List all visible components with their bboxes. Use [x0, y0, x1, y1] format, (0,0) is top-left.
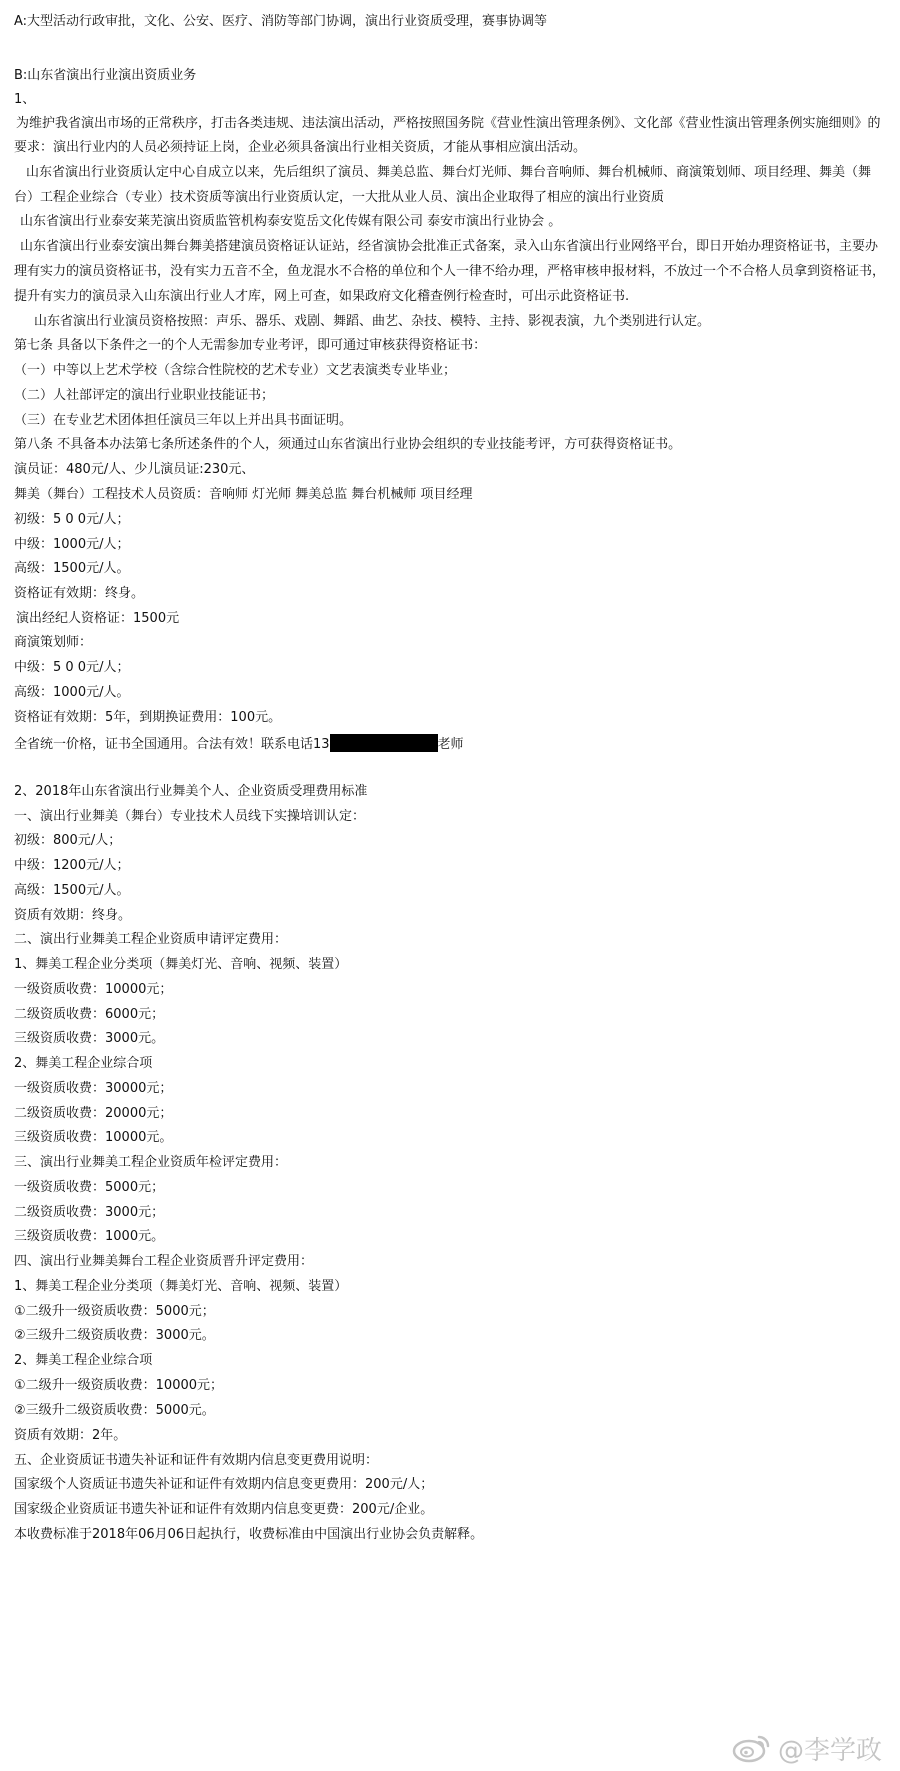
- contact-line: [14, 734, 464, 754]
- text-line: 资格证有效期：终身。: [14, 586, 145, 601]
- section-heading: B:山东省演出行业演出资质业务: [14, 68, 197, 83]
- text-line: ①二级升一级资质收费：5000元；: [14, 1304, 215, 1319]
- text-line: 二级资质收费：3000元；: [14, 1205, 165, 1220]
- text-line: （二）人社部评定的演出行业职业技能证书；: [14, 388, 275, 403]
- text-line: 五、企业资质证书遗失补证和证件有效期内信息变更费用说明：: [14, 1453, 379, 1468]
- text-line: ②三级升二级资质收费：5000元。: [14, 1403, 215, 1418]
- text-line: 1、舞美工程企业分类项（舞美灯光、音响、视频、装置）: [14, 957, 348, 972]
- text-line: 四、演出行业舞美舞台工程企业资质晋升评定费用：: [14, 1254, 314, 1269]
- text-line: 一级资质收费：30000元；: [14, 1081, 173, 1096]
- text-line: 国家级企业资质证书遗失补证和证件有效期内信息变更费：200元/企业。: [14, 1502, 434, 1517]
- text-line: 中级：1200元/人；: [14, 858, 130, 873]
- text-line: 山东省演出行业资质认定中心自成立以来，先后组织了演员、舞美总监、舞台灯光师、舞台音响师、舞台机械师、商演策划师、项目经理、舞美（舞: [26, 165, 872, 180]
- weibo-watermark: [732, 1731, 882, 1765]
- text-line: 三、演出行业舞美工程企业资质年检评定费用：: [14, 1155, 288, 1170]
- text-line: 初级：5 0 0元/人；: [14, 512, 130, 527]
- text-line: 三级资质收费：3000元。: [14, 1031, 165, 1046]
- text-line: 理有实力的演员资格证书，没有实力五音不全，鱼龙混水不合格的单位和个人一律不给办理，严格审核申报材料，不放过一个不合格人员拿到资格证书，: [14, 264, 886, 279]
- text-line: 一级资质收费：10000元；: [14, 982, 173, 997]
- text-line: 为维护我省演出市场的正常秩序，打击各类违规、违法演出活动，严格按照国务院《营业性演出管理条例》、文化部《营业性演出管理条例实施细则》的: [16, 116, 881, 131]
- text-line: A:大型活动行政审批，文化、公安、医疗、消防等部门协调，演出行业资质受理，赛事协调等: [14, 14, 548, 29]
- text-line: 初级：800元/人；: [14, 833, 122, 848]
- text-line: （一）中等以上艺术学校（含综合性院校的艺术专业）文艺表演类专业毕业；: [14, 363, 457, 378]
- text-line: 三级资质收费：10000元。: [14, 1130, 173, 1145]
- text-line: 山东省演出行业泰安莱芜演出资质监管机构泰安览岳文化传媒有限公司 泰安市演出行业协会 。: [20, 214, 562, 229]
- contact-suffix: 老师: [437, 737, 464, 752]
- text-line: 第七条 具备以下条件之一的个人无需参加专业考评，即可通过审核获得资格证书：: [14, 338, 487, 353]
- watermark-text: @李学政: [777, 1735, 882, 1766]
- section-heading: 2、2018年山东省演出行业舞美个人、企业资质受理费用标准: [14, 784, 368, 799]
- contact-text: 全省统一价格，证书全国通用。合法有效！联系电话13: [14, 737, 330, 752]
- text-line: 国家级个人资质证书遗失补证和证件有效期内信息变更费用：200元/人；: [14, 1477, 434, 1492]
- weibo-icon: [732, 1732, 772, 1764]
- text-line: 山东省演出行业演员资格按照：声乐、器乐、戏剧、舞蹈、曲艺、杂技、模特、主持、影视表演，九个类别进行认定。: [34, 314, 711, 329]
- text-line: 中级：1000元/人；: [14, 537, 130, 552]
- text-line: 1、舞美工程企业分类项（舞美灯光、音响、视频、装置）: [14, 1279, 348, 1294]
- redaction-bar: [330, 734, 438, 752]
- text-line: 提升有实力的演员录入山东演出行业人才库，网上可查，如果政府文化稽查例行检查时，可出示此资格证书.: [14, 289, 630, 304]
- text-line: 2、舞美工程企业综合项: [14, 1353, 153, 1368]
- text-line: 二级资质收费：20000元；: [14, 1106, 173, 1121]
- text-line: 资质有效期：终身。: [14, 908, 132, 923]
- text-line: 中级：5 0 0元/人；: [14, 660, 130, 675]
- text-line: ②三级升二级资质收费：3000元。: [14, 1328, 215, 1343]
- text-line: 演出经纪人资格证：1500元: [16, 611, 180, 626]
- text-line: 要求：演出行业内的人员必须持证上岗，企业必须具备演出行业相关资质，才能从事相应演出活动。: [14, 140, 587, 155]
- text-line: 一级资质收费：5000元；: [14, 1180, 165, 1195]
- text-line: 高级：1500元/人。: [14, 561, 130, 576]
- text-line: 1、: [14, 92, 36, 107]
- text-line: 资质有效期：2年。: [14, 1428, 127, 1443]
- text-line: 山东省演出行业泰安演出舞台舞美搭建演员资格证认证站，经省演协会批准正式备案，录入山东省演出行业网络平台，即日开始办理资格证书，主要办: [20, 239, 879, 254]
- text-line: 二级资质收费：6000元；: [14, 1007, 165, 1022]
- text-line: 商演策划师：: [14, 635, 93, 650]
- text-line: 一、演出行业舞美（舞台）专业技术人员线下实操培训认定：: [14, 809, 366, 824]
- text-line: 高级：1500元/人。: [14, 883, 130, 898]
- text-line: 高级：1000元/人。: [14, 685, 130, 700]
- text-line: 二、演出行业舞美工程企业资质申请评定费用：: [14, 932, 288, 947]
- text-line: 资格证有效期：5年，到期换证费用：100元。: [14, 710, 282, 725]
- text-line: 2、舞美工程企业综合项: [14, 1056, 153, 1071]
- text-line: 台）工程企业综合（专业）技术资质等演出行业资质认定，一大批从业人员、演出企业取得了相应的演出行业资质: [14, 190, 665, 205]
- text-line: 舞美（舞台）工程技术人员资质：音响师 灯光师 舞美总监 舞台机械师 项目经理: [14, 487, 473, 502]
- text-line: 第八条 不具备本办法第七条所述条件的个人，须通过山东省演出行业协会组织的专业技能考评，方可获得资格证书。: [14, 437, 682, 452]
- text-line: 三级资质收费：1000元。: [14, 1229, 165, 1244]
- text-line: 本收费标准于2018年06月06日起执行，收费标准由中国演出行业协会负责解释。: [14, 1527, 484, 1542]
- text-line: （三）在专业艺术团体担任演员三年以上并出具书面证明。: [14, 413, 353, 428]
- text-line: 演员证：480元/人、少儿演员证:230元、: [14, 462, 255, 477]
- text-line: ①二级升一级资质收费：10000元；: [14, 1378, 224, 1393]
